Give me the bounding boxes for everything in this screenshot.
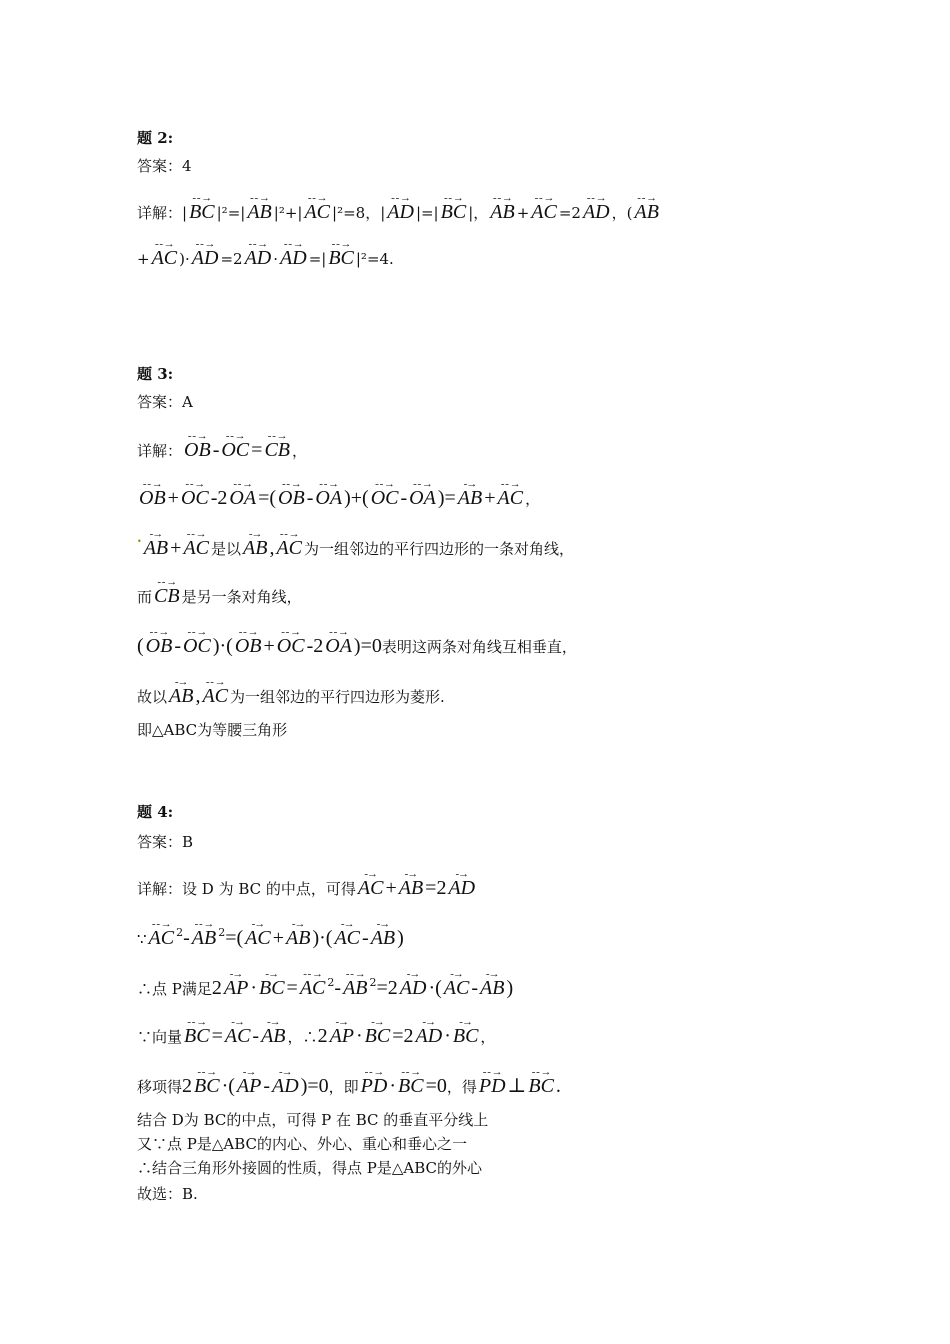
- q2-detail-line2: +- - → AC )·- - → AD =2- - → AD ·- - → AD =|- - → BC |²=4.: [137, 236, 394, 269]
- q3-detail-line5: (- - → OB -- - → OC )·(- - → OB +- - → OC -2- - → OA )=0表明这两条对角线互相垂直，: [137, 624, 577, 657]
- q4-title: 题 4:: [137, 803, 174, 821]
- q4-conclusion-1: 结合 D为 BC的中点，可得 P 在 BC 的垂直平分线上: [137, 1111, 489, 1129]
- q4-detail-line4: ∵向量- - → BC =-→ AC --→ AB ，∴2-→ AP ·-→ BC =2-→ AD ·-→ BC ，: [137, 1014, 495, 1047]
- q4-detail-line1: 详解：设 D 为 BC 的中点，可得-→ AC +-→ AB =2-→ AD: [137, 866, 477, 899]
- q3-detail-line6: 故以-→ AB ,- - → AC 为一组邻边的平行四边形为菱形.: [137, 674, 445, 707]
- q3-answer: 答案：A: [137, 393, 193, 411]
- q4-answer: 答案：B: [137, 833, 194, 851]
- q3-conclusion: 即△ABC为等腰三角形: [137, 721, 288, 739]
- q4-conclusion-4: 故选：B.: [137, 1185, 198, 1203]
- q2-title: 题 2:: [137, 129, 174, 147]
- q3-detail-line1: 详解：- - → OB -- - → OC =- - → CB ，: [137, 428, 307, 461]
- q3-detail-line3: •-→ AB +- - → AC 是以-→ AB ,- - → AC 为一组邻边的平行四边形的一条对角线，: [137, 526, 574, 559]
- stray-dot: •: [137, 537, 142, 546]
- q3-detail-line2: - - → OB +- - → OC -2- - → OA =(- - → OB -- - → OA )+(- - → OC -- - → OA )=-→ AB +- - → AC ，: [137, 476, 540, 509]
- q3-title: 题 3:: [137, 365, 174, 383]
- q4-detail-line3: ∴点 P满足2-→ AP ·-→ BC =- - → AC $^2$-- - → AB $^2$=2-→ AD ·(-→ AC --→ AB ): [137, 966, 513, 999]
- q4-conclusion-3: ∴结合三角形外接圆的性质，得点 P是△ABC的外心: [137, 1159, 483, 1177]
- q3-detail-line4: 而- - → CB 是另一条对角线，: [137, 574, 302, 607]
- q4-detail-line2: ∵- - → AC $^2$-- - → AB $^2$=(-→ AC +-→ AB )·(-→ AC --→ AB ): [137, 916, 404, 949]
- q4-conclusion-2: 又∵点 P是△ABC的内心、外心、重心和垂心之一: [137, 1135, 468, 1153]
- q2-detail-line1: 详解：|- - → BC |²=|- - → AB |²+|- - → AC |²=8，|- - → AD |=|- - → BC |，- - → AB +- - → AC =2- - → AD ，(- - → AB: [137, 190, 661, 223]
- q4-detail-line5: 移项得2- - → BC ·(-→ AP --→ AD )=0，即- - → PD ·- - → BC =0，得- - → PD ⊥- - → BC .: [137, 1064, 561, 1097]
- q2-answer: 答案：4: [137, 157, 192, 175]
